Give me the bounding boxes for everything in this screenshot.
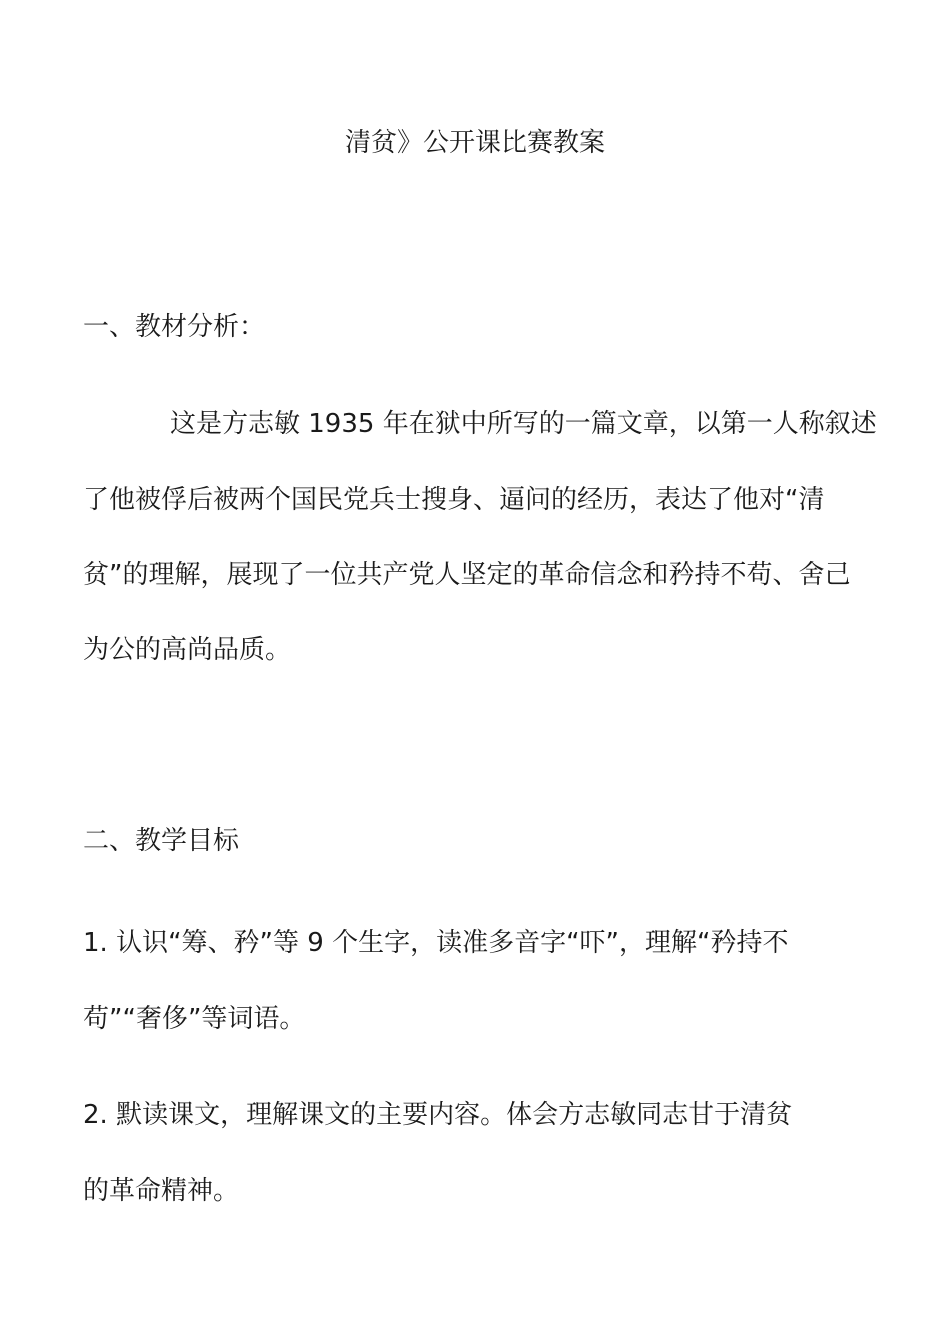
goal-item-line: 2. 默读课文，理解课文的主要内容。体会方志敏同志甘于清贫	[83, 1100, 793, 1130]
goal-item-line: 苟”“奢侈”等词语。	[83, 1004, 306, 1034]
paragraph-line: 贫”的理解，展现了一位共产党人坚定的革命信念和矜持不苟、舍己	[83, 560, 851, 590]
section-heading-teaching-goals: 二、教学目标	[83, 826, 240, 856]
document-title: 清贫》公开课比赛教案	[344, 128, 605, 158]
goal-item-line: 1. 认识“筹、矜”等 9 个生字，读准多音字“吓”，理解“矜持不	[83, 928, 789, 958]
section-heading-textbook-analysis: 一、教材分析：	[83, 312, 266, 342]
paragraph-line: 了他被俘后被两个国民党兵士搜身、逼问的经历，表达了他对“清	[83, 485, 825, 515]
paragraph-line: 为公的高尚品质。	[83, 635, 292, 665]
goal-item-line: 的革命精神。	[83, 1176, 240, 1206]
paragraph-line: 这是方志敏 1935 年在狱中所写的一篇文章，以第一人称叙述	[170, 409, 877, 439]
